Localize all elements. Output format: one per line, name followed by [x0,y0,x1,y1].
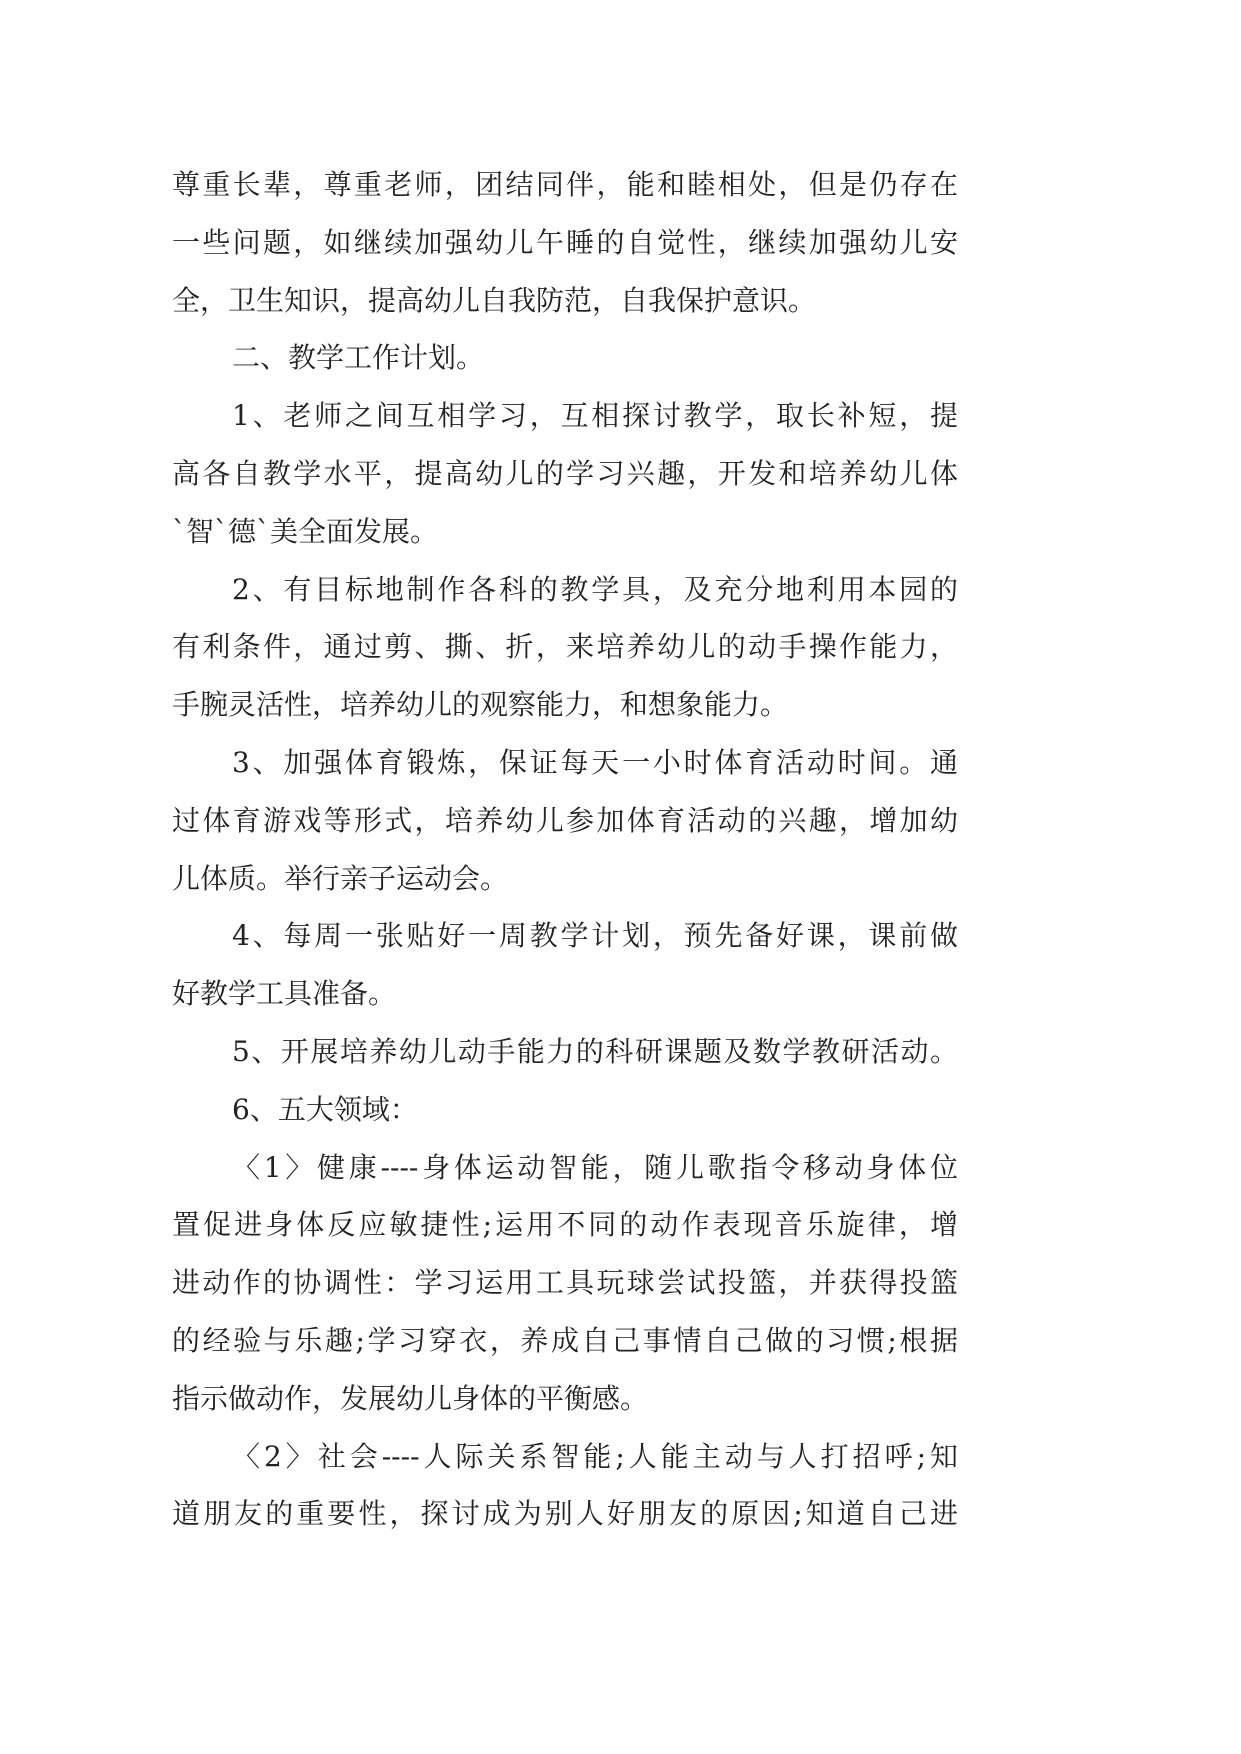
text-line: 1、老师之间互相学习，互相探讨教学，取长补短，提 [232,399,958,433]
text-line: 二、教学工作计划。 [232,341,485,375]
text-line: `智`德`美全面发展。 [172,514,439,548]
text-line: 置促进身体反应敏捷性;运用不同的动作表现音乐旋律，增 [172,1208,958,1242]
text-line: 儿体质。举行亲子运动会。 [172,861,509,895]
paragraph [172,561,958,734]
text-line: 6、五大领域： [232,1092,418,1126]
text-line: 手腕灵活性，培养幼儿的观察能力，和想象能力。 [172,688,789,722]
paragraph [172,156,958,329]
text-line: 一些问题，如继续加强幼儿午睡的自觉性，继续加强幼儿安 [172,225,958,259]
text-line: 2、有目标地制作各科的教学具，及充分地利用本园的 [232,572,958,606]
paragraph [172,1081,958,1139]
paragraph [172,1428,958,1544]
text-line: 5、开展培养幼儿动手能力的科研课题及数学教研活动。 [232,1034,958,1068]
text-line: 指示做动作，发展幼儿身体的平衡感。 [172,1381,649,1415]
document-body [172,156,958,1543]
text-line: 道朋友的重要性，探讨成为别人好朋友的原因;知道自己进 [172,1497,958,1531]
text-line: 〈1〉健康----身体运动智能，随儿歌指令移动身体位 [232,1150,958,1184]
text-line: 3、加强体育锻炼，保证每天一小时体育活动时间。通 [232,745,958,779]
paragraph [172,907,958,1023]
paragraph [172,1139,958,1428]
text-line: 高各自教学水平，提高幼儿的学习兴趣，开发和培养幼儿体 [172,456,958,490]
text-line: 的经验与乐趣;学习穿衣，养成自己事情自己做的习惯;根据 [172,1323,958,1357]
text-line: 〈2〉社会----人际关系智能;人能主动与人打招呼;知 [232,1439,958,1473]
text-line: 好教学工具准备。 [172,977,397,1011]
text-line: 过体育游戏等形式，培养幼儿参加体育活动的兴趣，增加幼 [172,803,958,837]
section-heading [172,329,958,387]
text-line: 4、每周一张贴好一周教学计划，预先备好课，课前做 [232,919,958,953]
text-line: 尊重长辈，尊重老师，团结同伴，能和睦相处，但是仍存在 [172,168,958,201]
paragraph [172,1023,958,1081]
text-line: 全，卫生知识，提高幼儿自我防范，自我保护意识。 [172,283,817,317]
paragraph [172,734,958,907]
text-line: 进动作的协调性：学习运用工具玩球尝试投篮，并获得投篮 [172,1266,958,1300]
paragraph [172,387,958,560]
text-line: 有利条件，通过剪、撕、折，来培养幼儿的动手操作能力， [172,630,958,664]
